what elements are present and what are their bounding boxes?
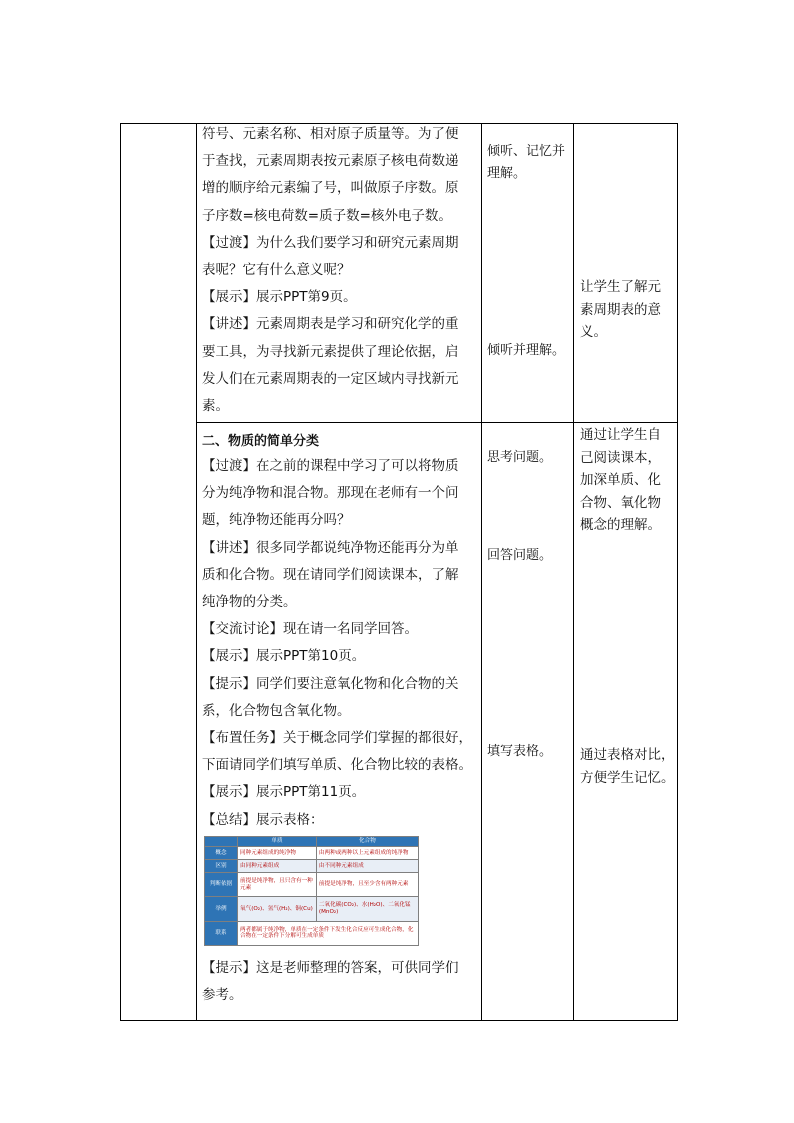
teacher-activity-2 — [202, 431, 478, 834]
text-line: 【过渡】在之前的课程中学习了可以将物质 — [202, 458, 459, 474]
cell: 由两种或两种以上元素组成的纯净物 — [316, 847, 418, 860]
text-line: 【提示】这是老师整理的答案，可供同学们 — [202, 960, 459, 976]
column-divider-3 — [573, 124, 574, 1020]
text-line: 义。 — [580, 324, 607, 340]
cell: 前提是纯净物，且只含有一种元素 — [238, 873, 317, 897]
text-line: 发人们在元素周期表的一定区域内寻找新元 — [202, 370, 459, 387]
cell: 氧气(O₂)、氢气(H₂)、铜(Cu) — [238, 897, 317, 921]
text-line: 纯净物的分类。 — [202, 594, 297, 611]
text-line: 参考。 — [202, 987, 243, 1004]
row-label: 概念 — [205, 847, 238, 860]
text-line: 【布置任务】关于概念同学们掌握的都很好， — [202, 730, 472, 747]
text-line: 素。 — [202, 398, 229, 415]
student-activity-2c: 填写表格。 — [487, 744, 553, 759]
student-activity-2a: 思考问题。 — [487, 450, 553, 465]
text-line: 【展示】展示PPT第11页。 — [202, 784, 366, 801]
text-line: 质和化合物。现在请同学们阅读课本，了解 — [202, 566, 459, 583]
text-line: 要工具，为寻找新元素提供了理论依据，启 — [202, 343, 459, 360]
design-intent-2a — [580, 424, 661, 537]
design-intent-1 — [580, 276, 661, 344]
cell: 两者都属于纯净物，单质在一定条件下发生化合反应可生成化合物，化合物在一定条件下分解可生成单质 — [238, 921, 419, 945]
text-line: 概念的理解。 — [580, 517, 661, 533]
text-line: 素周期表的意 — [580, 301, 661, 318]
text-line: 通过表格对比， — [580, 747, 675, 763]
cell: 前提是纯净物，且至少含有两种元素 — [316, 873, 418, 897]
text-line: 【展示】展示PPT第10页。 — [202, 648, 366, 665]
text-line: 方便学生记忆。 — [580, 769, 675, 786]
text-line: 合物、氧化物 — [580, 494, 661, 511]
text-line: 【展示】展示PPT第9页。 — [202, 289, 357, 306]
teacher-activity-2-tail — [202, 955, 478, 1009]
student-activity-1b: 倾听并理解。 — [487, 343, 566, 358]
teacher-activity-1 — [202, 121, 478, 420]
text-line: 倾听、记忆并 — [487, 144, 566, 159]
column-divider-1 — [196, 124, 197, 1020]
text-line: 通过让学生自 — [580, 427, 661, 443]
row-label: 判断依据 — [205, 873, 238, 897]
text-line: 【讲述】元素周期表是学习和研究化学的重 — [202, 316, 459, 333]
text-line: 【交流讨论】现在请一名同学回答。 — [202, 621, 418, 638]
comparison-table — [204, 836, 419, 946]
text-line: 【提示】同学们要注意氧化物和化合物的关 — [202, 675, 459, 692]
student-activity-1a — [487, 142, 565, 184]
text-line: 【总结】展示表格： — [202, 811, 324, 828]
cell: 二氧化碳(CO₂)、水(H₂O)、二氧化锰(MnO₂) — [316, 897, 418, 921]
header-element: 单质 — [238, 837, 317, 847]
student-activity-2b: 回答问题。 — [487, 548, 553, 563]
text-line: 【讲述】很多同学都说纯净物还能再分为单 — [202, 539, 459, 556]
cell: 由不同种元素组成 — [316, 860, 418, 873]
text-line: 己阅读课本， — [580, 449, 661, 466]
text-line: 表呢？它有什么意义呢？ — [202, 262, 351, 279]
text-line: 加深单质、化 — [580, 472, 661, 488]
text-line: 于查找，元素周期表按元素原子核电荷数递 — [202, 153, 459, 170]
design-intent-2b — [580, 744, 675, 789]
text-line: 让学生了解元 — [580, 279, 661, 295]
section-heading: 二、物质的简单分类 — [202, 434, 320, 449]
header-compound: 化合物 — [316, 837, 418, 847]
row-label: 区别 — [205, 860, 238, 873]
cell: 同种元素组成的纯净物 — [238, 847, 317, 860]
text-line: 系，化合物包含氧化物。 — [202, 702, 351, 719]
text-line: 下面请同学们填写单质、化合物比较的表格。 — [202, 757, 472, 774]
row-divider — [196, 422, 677, 423]
text-line: 增的顺序给元素编了号，叫做原子序数。原 — [202, 180, 459, 197]
text-line: 符号、元素名称、相对原子质量等。为了便 — [202, 126, 459, 142]
cell: 由同种元素组成 — [238, 860, 317, 873]
row-label: 举例 — [205, 897, 238, 921]
text-line: 分为纯净物和混合物。那现在老师有一个问 — [202, 485, 459, 502]
text-line: 题，纯净物还能再分吗？ — [202, 512, 351, 529]
column-divider-2 — [481, 124, 482, 1020]
text-line: 理解。 — [487, 166, 527, 181]
corner-header — [205, 837, 238, 847]
text-line: 子序数=核电荷数=质子数=核外电子数。 — [202, 207, 452, 224]
text-line: 【过渡】为什么我们要学习和研究元素周期 — [202, 234, 459, 251]
row-label: 联系 — [205, 921, 238, 945]
